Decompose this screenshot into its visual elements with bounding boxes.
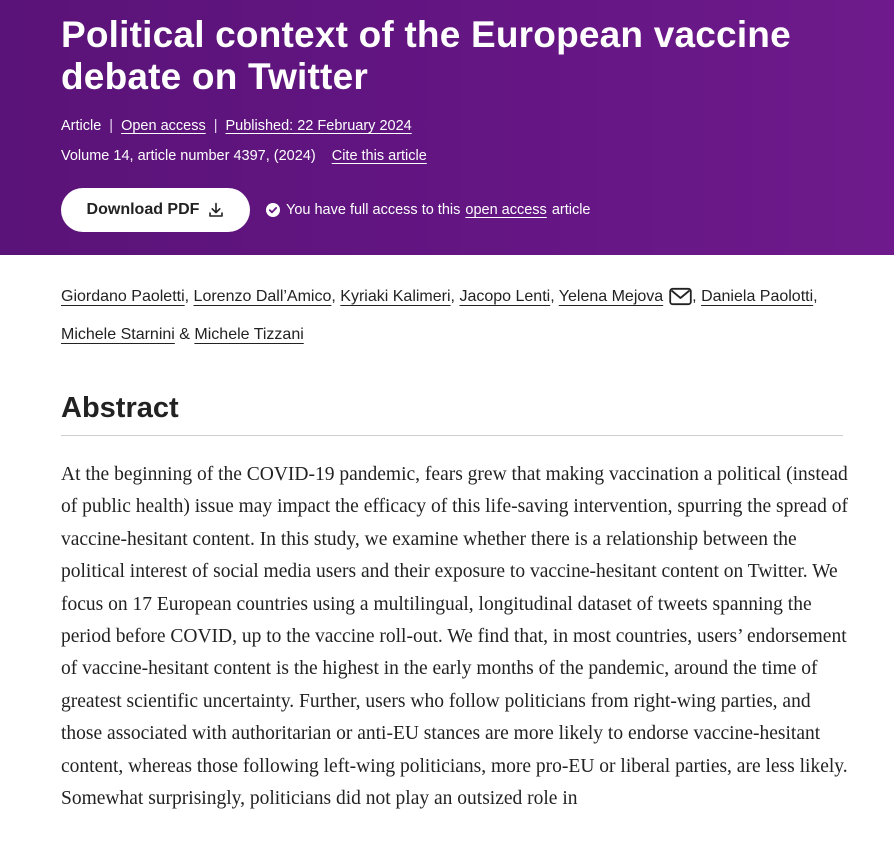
author-link[interactable]: Jacopo Lenti (459, 288, 551, 305)
download-pdf-button[interactable] (61, 188, 250, 232)
author-list (61, 280, 841, 351)
author-comma: , (692, 288, 697, 305)
download-pdf-label: Download PDF (86, 201, 200, 218)
author-comma: , (184, 288, 190, 305)
author-link[interactable]: Michele Tizzani (194, 326, 304, 343)
author-link[interactable]: Giordano Paoletti (61, 288, 185, 305)
author-comma: , (331, 288, 336, 305)
volume-info: Volume 14, article number 4397, (2024) (61, 148, 316, 164)
article-volume-row (61, 146, 854, 166)
abstract-heading: Abstract (61, 392, 179, 424)
author-ampersand: & (179, 326, 190, 343)
author-link[interactable]: Kyriaki Kalimeri (340, 288, 451, 305)
author-comma: , (813, 288, 818, 305)
article-meta-row (61, 116, 854, 136)
cite-article-link[interactable]: Cite this article (331, 148, 427, 164)
published-date-link[interactable]: Published: 22 February 2024 (225, 118, 412, 134)
author-comma: , (450, 288, 455, 305)
meta-separator: | (109, 118, 114, 134)
access-notice (266, 202, 591, 218)
article-header (0, 0, 894, 255)
check-circle-icon (266, 203, 280, 217)
author-link[interactable]: Daniela Paolotti (701, 288, 814, 305)
author-link[interactable]: Michele Starnini (61, 326, 175, 343)
section-divider (61, 435, 843, 436)
author-link[interactable]: Lorenzo Dall’Amico (193, 288, 332, 305)
access-prefix: You have full access to this (286, 202, 461, 218)
article-title: Political context of the European vaccine debate on Twitter (61, 14, 791, 97)
download-icon (208, 202, 224, 218)
meta-separator: | (213, 118, 218, 134)
access-open-access-link[interactable]: open access (465, 202, 547, 218)
author-comma: , (550, 288, 555, 305)
author-link[interactable]: Yelena Mejova (558, 288, 664, 305)
mail-icon[interactable] (669, 285, 692, 318)
article-type: Article (61, 118, 102, 134)
access-suffix: article (551, 202, 591, 218)
action-row (61, 188, 854, 232)
open-access-link[interactable]: Open access (121, 118, 206, 134)
abstract-text: At the beginning of the COVID-19 pandemic, fears grew that making vaccination a political (instead of public health) issue may impact the efficacy of this life-saving intervention, spurring the spread of vaccine-hesitant content. In this study, we examine whether there is a relationship between the political interest of social media users and their exposure to vaccine-hesitant content on Twitter. We focus on 17 European countries using a multilingual, longitudinal dataset of tweets spanning the period before COVID, up to the vaccine roll-out. We find that, in most countries, users’ endorsement of vaccine-hesitant content is the highest in the early months of the pandemic, around the time of greatest scientific uncertainty. Further, users who follow politicians from right-wing parties, and those associated with authoritarian or anti-EU stances are more likely to endorse vaccine-hesitant content, whereas those following left-wing politicians, more pro-EU or liberal parties, are less likely. Somewhat surprisingly, politicians did not play an outsized role in (61, 464, 848, 810)
